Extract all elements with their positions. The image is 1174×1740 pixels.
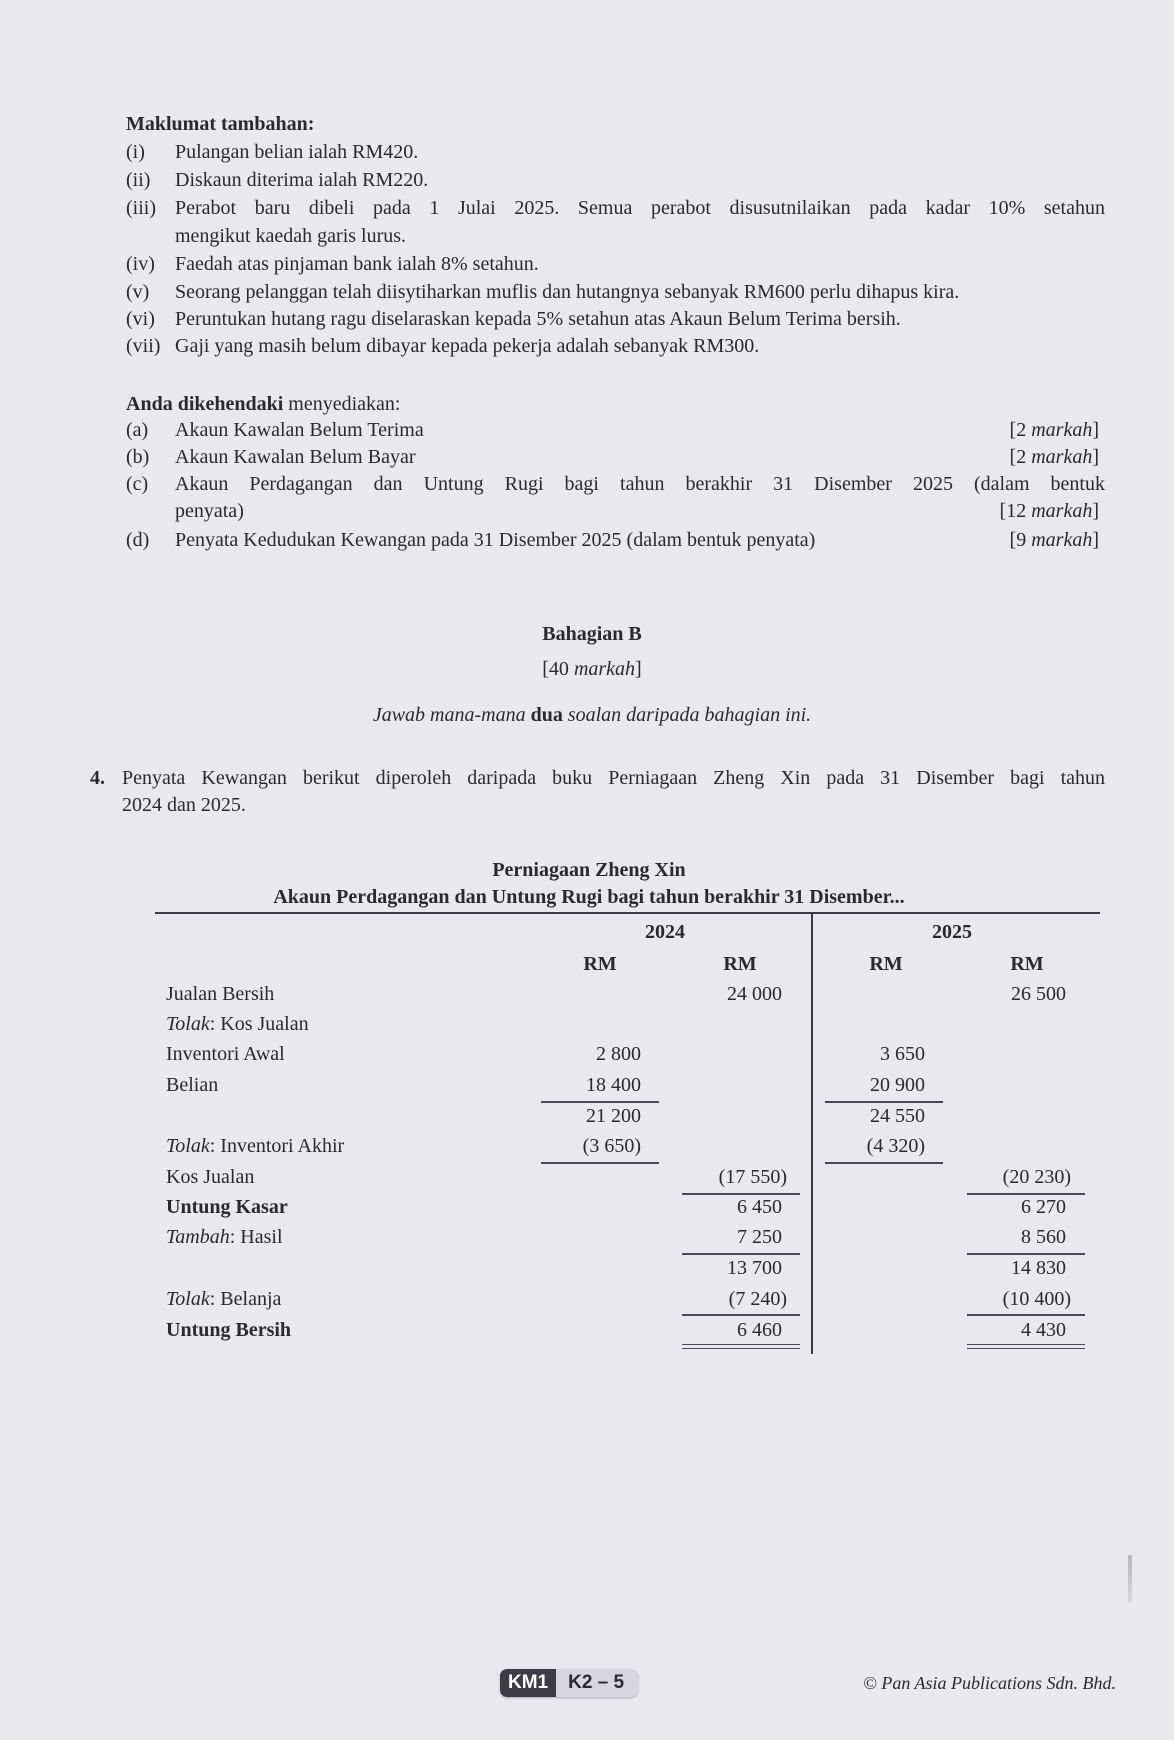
cell-2024-total: (17 550) [718,1166,787,1188]
total-double-rule [967,1344,1085,1349]
row-label: Untung Kasar [166,1196,288,1218]
section-title: Bahagian B [542,623,642,645]
cell-2024-detail: 18 400 [586,1074,641,1096]
subtotal-rule [825,1162,943,1164]
row-label: Belian [166,1074,219,1096]
row-label: Inventori Awal [166,1043,285,1065]
cell-2025-total: 26 500 [1011,983,1066,1005]
cell-2024-detail: 2 800 [596,1043,641,1065]
cell-2025-detail: 3 650 [880,1043,925,1065]
list-item: Perabot baru dibeli pada 1 Julai 2025. Semua perabot disusutnilaikan pada kadar 10% setahun [175,197,1105,219]
cell-2025-total: 6 270 [1021,1196,1066,1218]
cell-2025-detail: (4 320) [866,1135,925,1157]
paper-mark [1128,1555,1132,1603]
subtotal-rule [541,1162,659,1164]
year-header-2024: 2024 [645,921,685,943]
list-item: Diskaun diterima ialah RM220. [175,169,429,191]
row-label: Kos Jualan [166,1166,255,1188]
copyright-notice: © Pan Asia Publications Sdn. Bhd. [863,1673,1116,1693]
cell-2024-total: 7 250 [737,1226,782,1248]
list-item: Pulangan belian ialah RM420. [175,141,419,163]
list-item-continuation: penyata) [175,500,244,522]
item-number: (v) [126,281,150,303]
cell-2024-total: 24 000 [727,983,782,1005]
row-label: Untung Bersih [166,1319,292,1341]
required-heading [126,390,400,418]
list-item: Akaun Kawalan Belum Bayar [175,446,416,468]
list-item: Akaun Perdagangan dan Untung Rugi bagi tahun berakhir 31 Disember 2025 (dalam bentuk [175,473,1105,495]
question-number: 4. [90,767,105,789]
additional-info-heading: Maklumat tambahan: [126,113,315,135]
item-number: (iii) [126,197,156,219]
table-top-rule [155,912,1100,914]
item-number: (vi) [126,308,155,330]
item-letter: (b) [126,446,150,468]
section-instruction: Jawab mana-mana dua soalan daripada bahagian ini. [372,704,812,726]
list-item: Penyata Kedudukan Kewangan pada 31 Disember 2025 (dalam bentuk penyata) [175,529,816,551]
question-text-continuation: 2024 dan 2025. [122,794,246,816]
list-item: Seorang pelanggan telah diisytiharkan muflis dan hutangnya sebanyak RM600 perlu dihapus kira. [175,281,960,303]
item-letter: (c) [126,473,149,495]
row-label: Tambah: Hasil [166,1226,283,1248]
item-number: (ii) [126,169,151,191]
cell-2025-total: (10 400) [1002,1288,1071,1310]
currency-header: RM [1010,953,1044,975]
section-marks: [40 markah] [542,658,642,680]
currency-header: RM [869,953,903,975]
page-badge [500,1669,638,1697]
required-heading-rest: menyediakan: [283,393,401,415]
total-double-rule [682,1344,800,1349]
badge-code: KM1 [500,1669,556,1697]
item-letter: (d) [126,529,150,551]
question-text: Penyata Kewangan berikut diperoleh daripada buku Perniagaan Zheng Xin pada 31 Disember bagi tahun [122,767,1105,789]
marks-label: [2 markah] [1009,446,1099,468]
item-number: (iv) [126,253,155,275]
page-reference: K2 – 5 [556,1669,638,1697]
row-label: Jualan Bersih [166,983,275,1005]
currency-header: RM [723,953,757,975]
list-item: Faedah atas pinjaman bank ialah 8% setahun. [175,253,539,275]
list-item: Akaun Kawalan Belum Terima [175,419,424,441]
item-number: (vii) [126,335,161,357]
cell-2024-total: 13 700 [727,1257,782,1279]
statement-business-name: Perniagaan Zheng Xin [492,859,686,881]
cell-2025-total: 4 430 [1021,1319,1066,1341]
year-header-2025: 2025 [932,921,972,943]
cell-2024-total: 6 450 [737,1196,782,1218]
marks-label: [12 markah] [999,500,1099,522]
list-item-continuation: mengikut kaedah garis lurus. [175,225,407,247]
row-label: Tolak: Inventori Akhir [166,1135,345,1157]
item-number: (i) [126,141,145,163]
row-label: Tolak: Belanja [166,1288,282,1310]
item-letter: (a) [126,419,149,441]
cell-2025-total: (20 230) [1002,1166,1071,1188]
cell-2024-total: 6 460 [737,1319,782,1341]
marks-label: [2 markah] [1009,419,1099,441]
list-item: Peruntukan hutang ragu diselaraskan kepada 5% setahun atas Akaun Belum Terima bersih. [175,308,901,330]
cell-2024-total: (7 240) [728,1288,787,1310]
cell-2024-detail: 21 200 [586,1105,641,1127]
cell-2024-detail: (3 650) [582,1135,641,1157]
cell-2025-total: 8 560 [1021,1226,1066,1248]
required-heading-bold: Anda dikehendaki [126,393,284,415]
cell-2025-detail: 24 550 [870,1105,925,1127]
cell-2025-detail: 20 900 [870,1074,925,1096]
statement-title: Akaun Perdagangan dan Untung Rugi bagi tahun berakhir 31 Disember... [273,886,905,908]
marks-label: [9 markah] [1009,529,1099,551]
cell-2025-total: 14 830 [1011,1257,1066,1279]
row-label: Tolak: Kos Jualan [166,1013,309,1035]
list-item: Gaji yang masih belum dibayar kepada pekerja adalah sebanyak RM300. [175,335,760,357]
currency-header: RM [583,953,617,975]
